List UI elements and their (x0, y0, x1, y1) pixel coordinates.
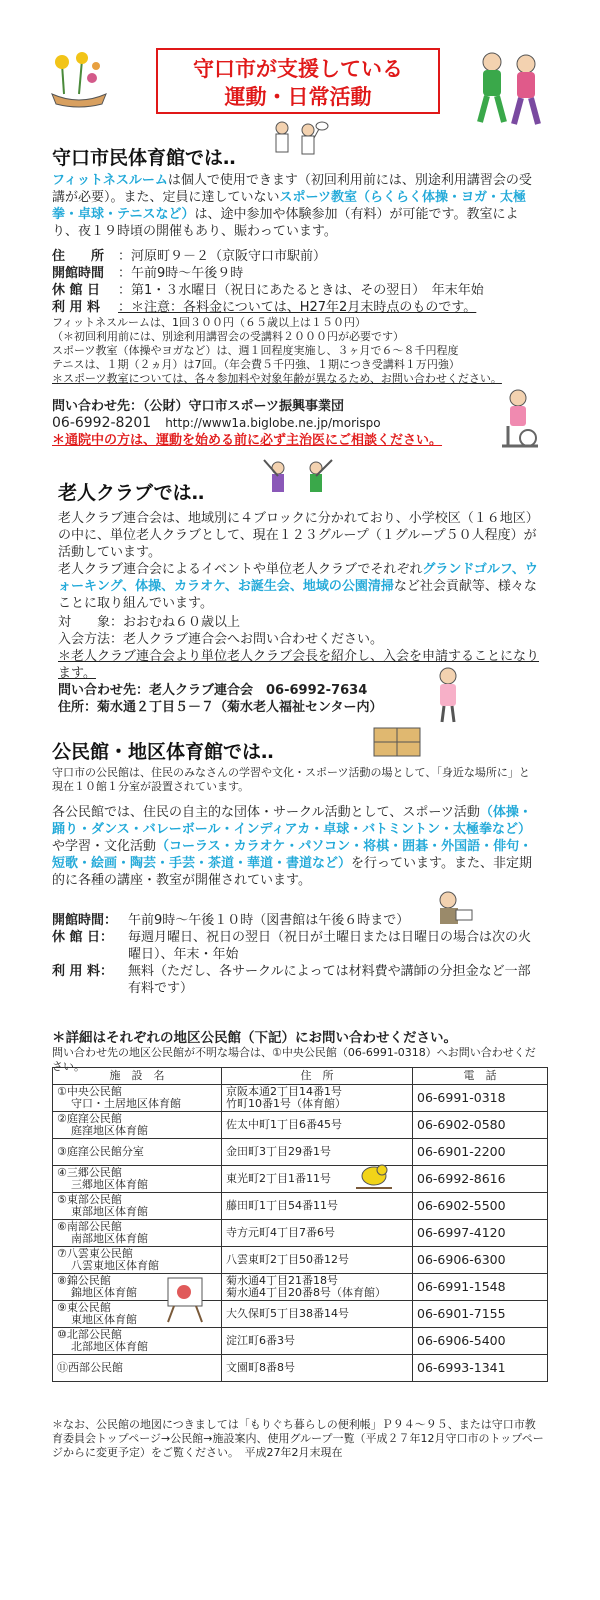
table-row (53, 1220, 548, 1247)
hall-address: 藤田町1丁目54番11号 (222, 1193, 413, 1220)
board-game-illustration (366, 718, 428, 764)
walking-couple-illustration (462, 48, 558, 130)
club-activities: グランドゴルフ、ウォーキング、体操、カラオケ、お誕生会、地域の公園清掃 (58, 562, 538, 594)
hall-address: 菊水通4丁目21番18号 菊水通4丁目20番8号（体育館） (222, 1274, 413, 1301)
hall-hours: 午前9時～午後１０時（図書館は午後６時まで） (128, 913, 410, 928)
hall-name: ④三郷公民館 三郷地区体育館 (53, 1166, 222, 1193)
gateball-player-illustration (424, 666, 476, 726)
section3-intro: 守口市の公民館は、住民のみなさんの学習や文化・スポーツ活動の場として、「身近な場所に」と現在１０館１分室が設置されています。 (52, 766, 530, 793)
table-row (53, 1355, 548, 1382)
hall-address: 大久保町5丁目38番14号 (222, 1301, 413, 1328)
hall-name: ③庭窪公民館分室 (53, 1139, 222, 1166)
hall-phone: 06-6902-5500 (413, 1193, 548, 1220)
section1-contact (52, 398, 482, 449)
footer-note: ＊なお、公民館の地図につきましては「もりぐち暮らしの便利帳」Ｐ９４～９５、または守口市教育委員会トップページ→公民館→施設案内、使用グループ一覧（平成２７年12月守口市のトップページからに変更予定）をご覧ください。 平成27年2月末現在 (52, 1418, 544, 1459)
section2-heading: 老人クラブでは‥ (58, 482, 205, 504)
flower-vase-illustration (44, 50, 114, 110)
elderly-reading-illustration (426, 888, 478, 930)
section1-intro (52, 172, 540, 240)
medical-warning: ＊通院中の方は、運動を始める前に必ず主治医にご相談ください。 (52, 433, 443, 448)
hall-phone: 06-6997-4120 (413, 1220, 548, 1247)
hall-table (52, 1067, 548, 1382)
hall-address: 八雲東町2丁目50番12号 (222, 1247, 413, 1274)
hall-name: ⑩北部公民館 北部地区体育館 (53, 1328, 222, 1355)
hall-address: 京阪本通2丁目14番1号 竹町10番1号（体育館） (222, 1085, 413, 1112)
table-row (53, 1166, 548, 1193)
sports-class-label: スポーツ教室（らくらく体操・ヨガ・太極拳・卓球・テニスなど） (52, 190, 526, 222)
table-row (53, 1112, 548, 1139)
table-row (53, 1085, 548, 1112)
hall-phone: 06-6902-0580 (413, 1112, 548, 1139)
table-row (53, 1193, 548, 1220)
info-hours: 開館時間 ：午前9時～午後９時 (52, 266, 244, 281)
section1-info (52, 248, 552, 316)
hall-name: ①中央公民館 守口・土居地区体育館 (53, 1085, 222, 1112)
detail-heading: ＊詳細はそれぞれの地区公民館（下記）にお問い合わせください。 (52, 1030, 457, 1046)
culture-activities: （コーラス・カラオケ・パソコン・将棋・囲碁・外国語・俳句・短歌・絵画・陶芸・手芸・茶道・華道・書道など） (52, 839, 533, 871)
club-contact: 問い合わせ先：老人クラブ連合会 06-6992-7634 (58, 683, 368, 698)
table-row (53, 1247, 548, 1274)
hall-address: 淀江町6番3号 (222, 1328, 413, 1355)
fee-line: （＊初回利用前には、別途利用講習会の受講料２０００円が必要です） (52, 330, 404, 343)
hall-name: ⑨東公民館 東地区体育館 (53, 1301, 222, 1328)
hall-phone: 06-6901-7155 (413, 1301, 548, 1328)
fee-line: ＊スポーツ教室については、各々参加料や対象年齢が異なるため、お問い合わせください。 (52, 372, 502, 385)
hall-name: ⑪西部公民館 (53, 1355, 222, 1382)
intro-text-d: は、途中参加や体験参加（有料）が可能です。教室により、夜１９時頃の開催もあり、賑わっています。 (52, 207, 519, 239)
hall-address: 寺方元町4丁目7番6号 (222, 1220, 413, 1247)
section3-body: 各公民館では、住民の自主的な団体・サークル活動として、スポーツ活動（体操・踊り・ダンス・バレーボール・インディアカ・卓球・バトミントン・太極拳など）や学習・文化活動（コーラス・カラオケ・パソコン・将棋・囲碁・外国語・俳句・短歌・絵画・陶芸・手芸・茶道・華道・書道など）を行っています。また、非定期的に各種の講座・教室が開催されています。 (52, 805, 533, 888)
detail-small: 問い合わせ先の地区公民館が不明な場合は、①中央公民館（06-6991-0318）へお問い合わせください。 (52, 1046, 536, 1073)
info-closed: 休 館 日 ：第1・３水曜日（祝日にあたるときは、その翌日） 年末年始 (52, 283, 484, 298)
table-row (53, 1274, 548, 1301)
hall-phone: 06-6991-1548 (413, 1274, 548, 1301)
fee-line: テニスは、１期（２ヵ月）は7回。（年会費５千円強、１期につき受講料１万円強） (52, 358, 460, 371)
sports-activities: （体操・踊り・ダンス・バレーボール・インディアカ・卓球・バトミントン・太極拳など） (52, 805, 532, 837)
hall-phone: 06-6906-5400 (413, 1328, 548, 1355)
table-header: 施 設 名 住 所 電 話 (53, 1068, 548, 1085)
hall-phone: 06-6992-8616 (413, 1166, 548, 1193)
stretching-people-illustration (256, 456, 340, 508)
tennis-players-illustration (264, 118, 330, 170)
easel-painting-illustration (160, 1272, 212, 1324)
hall-phone: 06-6993-1341 (413, 1355, 548, 1382)
intro-text-b: は個人で使用できます（初回利用前には、別途利用講習会の受講が必要）。また、定員に達していない (52, 173, 532, 205)
hall-address: 文園町8番8号 (222, 1355, 413, 1382)
info-address: 住 所 ：河原町９－２（京阪守口市駅前） (52, 249, 327, 264)
title-line2: 運動・日常活動 (224, 85, 372, 109)
contact-label: 問い合わせ先：（公財）守口市スポーツ振興事業団 (52, 399, 344, 414)
hall-address: 佐太中町1丁目6番45号 (222, 1112, 413, 1139)
title-line1: 守口市が支援している (193, 57, 403, 81)
hall-phone: 06-6901-2200 (413, 1139, 548, 1166)
section2-body: 老人クラブ連合会は、地域別に４ブロックに分かれており、小学校区（１６地区）の中に、単位老人クラブとして、現在１２３グループ（１グループ５０人程度）が活動しています。 老人クラブ連合会によるイベントや単位老人クラブでそれぞれグランドゴルフ、ウォーキング、体操、カラオケ、お誕生会、地域の公園清掃など社会貢献等、様々なことに取り組んでいます。 (58, 510, 542, 612)
hall-phone: 06-6991-0318 (413, 1085, 548, 1112)
hall-name: ⑧錦公民館 錦地区体育館 (53, 1274, 222, 1301)
hall-name: ⑤東部公民館 東部地区体育館 (53, 1193, 222, 1220)
hall-closed: 毎週月曜日、祝日の翌日（祝日が土曜日または日曜日の場合は次の火曜日）、年末・年始 (128, 930, 532, 962)
page-title (156, 48, 440, 114)
fee-line: フィットネスルームは、1回３００円（６５歳以上は１５０円） (52, 316, 367, 329)
contact-phone: 06-6992-8201 (52, 415, 152, 431)
fee-line: スポーツ教室（体操やヨガなど）は、週１回程度実施し、３ヶ月で６～８千円程度 (52, 344, 459, 357)
hall-name: ⑦八雲東公民館 八雲東地区体育館 (53, 1247, 222, 1274)
table-row (53, 1328, 548, 1355)
hall-address: 東光町2丁目1番11号 (222, 1166, 413, 1193)
section1-fees (52, 316, 502, 386)
fitness-room-label: フィットネスルーム (52, 173, 168, 188)
club-note: ＊老人クラブ連合会より単位老人クラブ会長を紹介し、入会を申請することになります。 (58, 649, 540, 681)
section3-info: 開館時間： 午前9時～午後１０時（図書館は午後６時まで） 休 館 日： 毎週月曜日、祝日の翌日（祝日が土曜日または日曜日の場合は次の火曜日）、年末・年始 利 用 料： 無料（ただし、各サークルによっては材料費や講師の分担金など一部有料です） (52, 912, 542, 997)
club-method: 入会方法：老人クラブ連合会へお問い合わせください。 (58, 632, 384, 647)
section1-heading: 守口市民体育館では‥ (52, 147, 236, 169)
table-row (53, 1301, 548, 1328)
table-row (53, 1139, 548, 1166)
section3-heading: 公民館・地区体育館では‥ (52, 741, 274, 763)
hall-address: 金田町3丁目29番1号 (222, 1139, 413, 1166)
contact-url[interactable]: http://www1a.biglobe.ne.jp/morispo (165, 416, 381, 430)
exercise-bike-illustration (488, 386, 552, 456)
hall-name: ⑥南部公民館 南部地区体育館 (53, 1220, 222, 1247)
info-fee: 利 用 料 ：＊注意：各料金については、H27年2月末時点のものです。 (52, 300, 477, 315)
club-target: 対 象：おおむね６０歳以上 (58, 615, 241, 630)
section2-p1: 老人クラブ連合会は、地域別に４ブロックに分かれており、小学校区（１６地区）の中に、単位老人クラブとして、現在１２３グループ（１グループ５０人程度）が活動しています。 (58, 511, 539, 560)
hall-phone: 06-6906-6300 (413, 1247, 548, 1274)
bird-illustration (352, 1158, 396, 1194)
club-address: 住所：菊水通２丁目５－７（菊水老人福祉センター内） (58, 700, 383, 715)
hall-name: ②庭窪公民館 庭窪地区体育館 (53, 1112, 222, 1139)
hall-fee: 無料（ただし、各サークルによっては材料費や講師の分担金など一部有料です） (128, 964, 531, 996)
